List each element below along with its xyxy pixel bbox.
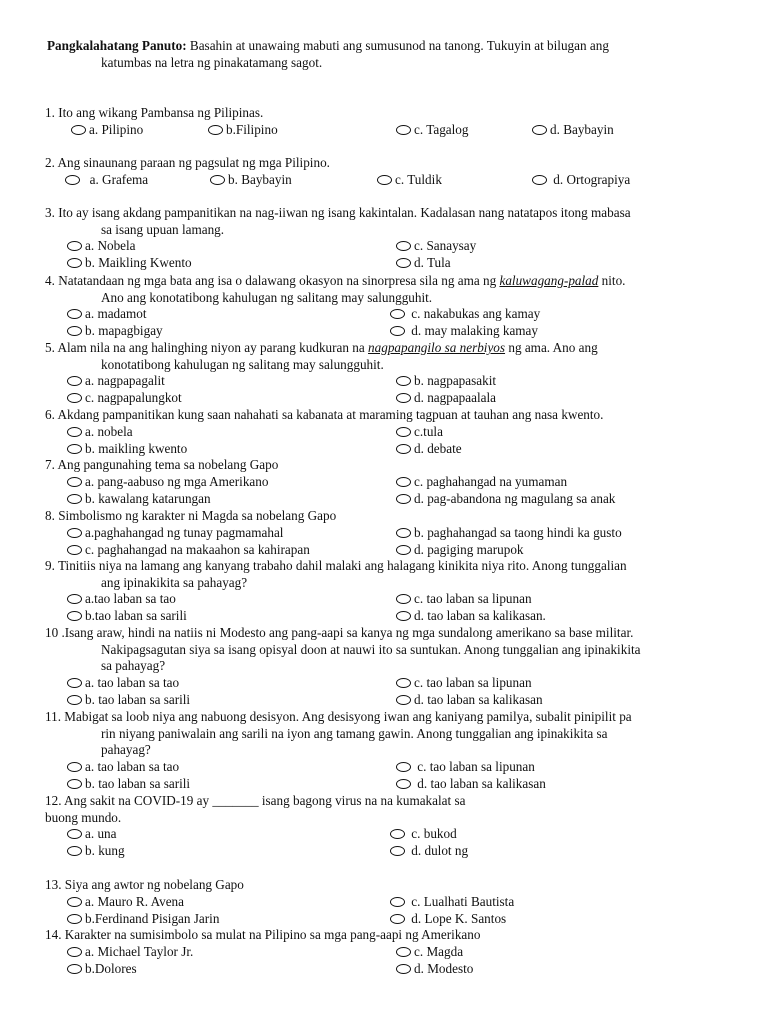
answer-circle-icon[interactable] bbox=[390, 897, 405, 907]
question-stem: 13. Siya ang awtor ng nobelang Gapo bbox=[45, 877, 244, 892]
option-c[interactable]: c. nagpapalungkot bbox=[67, 390, 182, 407]
answer-circle-icon[interactable] bbox=[71, 125, 86, 135]
answer-circle-icon[interactable] bbox=[396, 494, 411, 504]
answer-circle-icon[interactable] bbox=[396, 125, 411, 135]
question-5: 5. Alam nila na ang halinghing niyon ay parang kudkuran na nagpapangilo sa nerbiyos ng ama. Ano ang konotatibong kahulugan ng salitang may salungguhit. a. nagpapagalit c. nagpapalungkot b. nagpapasakit d. nagpapaalala bbox=[45, 340, 741, 407]
answer-circle-icon[interactable] bbox=[396, 241, 411, 251]
option-d[interactable]: d. Lope K. Santos bbox=[390, 911, 506, 928]
question-2 bbox=[45, 155, 741, 190]
question-stem: 11. Mabigat sa loob niya ang nabuong desisyon. Ang desisyong iwan ang kaniyang pamilya, subalit pinipilit pa bbox=[45, 709, 632, 724]
option-b[interactable]: b.tao laban sa sarili bbox=[67, 608, 187, 625]
question-stem-cont: sa isang upuan lamang. bbox=[101, 221, 225, 237]
option-b[interactable]: b. kung bbox=[67, 843, 125, 860]
answer-circle-icon[interactable] bbox=[67, 528, 82, 538]
option-d[interactable]: d. tao laban sa kalikasan bbox=[396, 692, 543, 709]
option-d[interactable]: d. Ortograpiya bbox=[532, 172, 630, 189]
option-d[interactable]: d. debate bbox=[396, 441, 462, 458]
underlined-word: nagpapangilo sa nerbiyos bbox=[368, 340, 506, 355]
question-9 bbox=[45, 558, 741, 625]
instructions-label: Pangkalahatang Panuto: bbox=[47, 38, 187, 53]
answer-circle-icon[interactable] bbox=[210, 175, 225, 185]
instructions-text-cont: katumbas na letra ng pinakatamang sagot. bbox=[101, 54, 323, 70]
option-d[interactable]: d. nagpapaalala bbox=[396, 390, 496, 407]
option-b[interactable]: b.Dolores bbox=[67, 961, 137, 978]
option-c[interactable]: c. paghahangad na makaahon sa kahirapan bbox=[67, 542, 310, 559]
option-a[interactable]: a. tao laban sa tao bbox=[67, 675, 179, 692]
answer-circle-icon[interactable] bbox=[396, 444, 411, 454]
answer-circle-icon[interactable] bbox=[396, 427, 411, 437]
question-8 bbox=[45, 508, 741, 559]
underlined-word: kaluwagang-palad bbox=[499, 273, 599, 288]
answer-circle-icon[interactable] bbox=[67, 309, 82, 319]
question-stem: 4. Natatandaan ng mga bata ang isa o dalawang okasyon na sinorpresa sila ng ama ng bbox=[45, 273, 500, 288]
answer-circle-icon[interactable] bbox=[396, 695, 411, 705]
question-stem-cont: sa pahayag? bbox=[101, 658, 166, 674]
answer-circle-icon[interactable] bbox=[67, 444, 82, 454]
answer-circle-icon[interactable] bbox=[390, 309, 405, 319]
question-stem: 9. Tinitiis niya na lamang ang kanyang trabaho dahil malaki ang halagang kinikita niya rito. Anong tunggalian bbox=[45, 558, 627, 573]
option-d[interactable]: d. Tula bbox=[396, 255, 451, 272]
answer-circle-icon[interactable] bbox=[396, 678, 411, 688]
answer-circle-icon[interactable] bbox=[67, 695, 82, 705]
option-c[interactable]: c. Sanaysay bbox=[396, 238, 476, 255]
option-a[interactable]: a. tao laban sa tao bbox=[67, 759, 179, 776]
option-d[interactable]: d. pagiging marupok bbox=[396, 542, 524, 559]
option-c[interactable]: c. tao laban sa lipunan bbox=[396, 675, 532, 692]
option-d[interactable]: d. may malaking kamay bbox=[390, 323, 538, 340]
answer-circle-icon[interactable] bbox=[67, 545, 82, 555]
question-13 bbox=[45, 877, 741, 928]
question-stem: 3. Ito ay isang akdang pampanitikan na nag-iiwan ng isang kakintalan. Kadalasan nang natatapos itong mabasa bbox=[45, 205, 631, 220]
general-instructions bbox=[47, 38, 740, 71]
question-stem: 6. Akdang pampanitikan kung saan nahahati sa kabanata at maraming tagpuan at tauhan ang nasa kwento. bbox=[45, 407, 604, 422]
question-stem: 14. Karakter na sumisimbolo sa mulat na Pilipino sa mga pang-aapi ng Amerikano bbox=[45, 927, 481, 942]
answer-circle-icon[interactable] bbox=[67, 897, 82, 907]
question-stem: 5. Alam nila na ang halinghing niyon ay parang kudkuran na bbox=[45, 340, 369, 355]
question-stem: 7. Ang pangunahing tema sa nobelang Gapo bbox=[45, 457, 279, 472]
option-c[interactable]: c. Magda bbox=[396, 944, 463, 961]
option-b[interactable]: b.Ferdinand Pisigan Jarin bbox=[67, 911, 219, 928]
option-b[interactable]: b. maikling kwento bbox=[67, 441, 187, 458]
option-a[interactable]: a. nagpapagalit bbox=[67, 373, 165, 390]
answer-circle-icon[interactable] bbox=[67, 494, 82, 504]
option-d[interactable]: d. tao laban sa kalikasan. bbox=[396, 608, 546, 625]
answer-circle-icon[interactable] bbox=[390, 326, 405, 336]
answer-circle-icon[interactable] bbox=[396, 611, 411, 621]
answer-circle-icon[interactable] bbox=[65, 175, 80, 185]
option-d[interactable]: d. dulot ng bbox=[390, 843, 468, 860]
option-d[interactable]: d. Modesto bbox=[396, 961, 473, 978]
option-a[interactable]: a. pang-aabuso ng mga Amerikano bbox=[67, 474, 268, 491]
option-a[interactable]: a. Mauro R. Avena bbox=[67, 894, 184, 911]
answer-circle-icon[interactable] bbox=[390, 846, 405, 856]
answer-circle-icon[interactable] bbox=[67, 477, 82, 487]
answer-circle-icon[interactable] bbox=[390, 829, 405, 839]
option-b[interactable]: b. nagpapasakit bbox=[396, 373, 496, 390]
option-b[interactable]: b. Baybayin bbox=[210, 172, 292, 189]
option-a[interactable]: a. Nobela bbox=[67, 238, 136, 255]
option-d[interactable]: d. pag-abandona ng magulang sa anak bbox=[396, 491, 615, 508]
answer-circle-icon[interactable] bbox=[67, 258, 82, 268]
answer-circle-icon[interactable] bbox=[532, 175, 547, 185]
answer-circle-icon[interactable] bbox=[396, 393, 411, 403]
answer-circle-icon[interactable] bbox=[396, 594, 411, 604]
answer-circle-icon[interactable] bbox=[67, 326, 82, 336]
answer-circle-icon[interactable] bbox=[67, 846, 82, 856]
question-stem: 12. Ang sakit na COVID-19 ay _______ isang bagong virus na na kumakalat sa bbox=[45, 793, 466, 808]
answer-circle-icon[interactable] bbox=[208, 125, 223, 135]
option-a[interactable]: a.paghahangad ng tunay pagmamahal bbox=[67, 525, 283, 542]
option-c[interactable]: c. nakabukas ang kamay bbox=[390, 306, 540, 323]
question-stem: 10 .Isang araw, hindi na natiis ni Modesto ang pang-aapi sa kanya ng mga sundalong amerikano sa base militar. bbox=[45, 625, 634, 640]
question-6 bbox=[45, 407, 741, 458]
answer-circle-icon[interactable] bbox=[67, 914, 82, 924]
option-a[interactable]: a.tao laban sa tao bbox=[67, 591, 176, 608]
option-b[interactable]: b. mapagbigay bbox=[67, 323, 163, 340]
answer-circle-icon[interactable] bbox=[396, 477, 411, 487]
answer-circle-icon[interactable] bbox=[67, 964, 82, 974]
answer-circle-icon[interactable] bbox=[396, 762, 411, 772]
option-c[interactable]: c. tao laban sa lipunan bbox=[396, 591, 532, 608]
question-4: 4. Natatandaan ng mga bata ang isa o dalawang okasyon na sinorpresa sila ng ama ng kaluwagang-palad nito. Ano ang konotatibong kahulugan ng salitang may salungguhit. a. madamot b. mapagbigay c. nakabukas ang kamay d. may malaking kamay bbox=[45, 273, 741, 340]
question-stem-cont: buong mundo. bbox=[45, 809, 122, 825]
answer-circle-icon[interactable] bbox=[67, 594, 82, 604]
option-c[interactable]: c. Tagalog bbox=[396, 122, 469, 139]
option-a[interactable]: a. Michael Taylor Jr. bbox=[67, 944, 193, 961]
option-a[interactable]: a. madamot bbox=[67, 306, 147, 323]
answer-circle-icon[interactable] bbox=[396, 258, 411, 268]
option-b[interactable]: b.Filipino bbox=[208, 122, 278, 139]
answer-circle-icon[interactable] bbox=[67, 376, 82, 386]
question-stem-cont: Ano ang konotatibong kahulugan ng salitang may salungguhit. bbox=[101, 289, 433, 305]
answer-circle-icon[interactable] bbox=[67, 611, 82, 621]
option-c[interactable]: c. Tuldik bbox=[377, 172, 442, 189]
option-a[interactable]: a. Grafema bbox=[65, 172, 148, 189]
option-b[interactable]: b. Maikling Kwento bbox=[67, 255, 192, 272]
instructions-text: Basahin at unawaing mabuti ang sumusunod na tanong. Tukuyin at bilugan ang bbox=[189, 38, 609, 53]
question-11 bbox=[45, 709, 741, 793]
answer-circle-icon[interactable] bbox=[396, 964, 411, 974]
answer-circle-icon[interactable] bbox=[67, 779, 82, 789]
answer-circle-icon[interactable] bbox=[390, 914, 405, 924]
answer-circle-icon[interactable] bbox=[396, 545, 411, 555]
question-stem-cont: pahayag? bbox=[101, 742, 151, 758]
option-a[interactable]: a. una bbox=[67, 826, 117, 843]
option-b[interactable]: b. tao laban sa sarili bbox=[67, 776, 190, 793]
answer-circle-icon[interactable] bbox=[67, 947, 82, 957]
option-d[interactable]: d. tao laban sa kalikasan bbox=[396, 776, 546, 793]
question-14 bbox=[45, 927, 741, 978]
option-c[interactable]: c. paghahangad na yumaman bbox=[396, 474, 567, 491]
option-a[interactable]: a. nobela bbox=[67, 424, 133, 441]
answer-circle-icon[interactable] bbox=[532, 125, 547, 135]
question-stem-cont: konotatibong kahulugan ng salitang may salungguhit. bbox=[101, 356, 384, 372]
answer-circle-icon[interactable] bbox=[67, 241, 82, 251]
answer-circle-icon[interactable] bbox=[396, 528, 411, 538]
option-c[interactable]: c.tula bbox=[396, 424, 443, 441]
question-7 bbox=[45, 457, 741, 508]
question-stem-cont: ang ipinakikita sa pahayag? bbox=[101, 574, 248, 590]
option-a[interactable]: a. Pilipino bbox=[71, 122, 143, 139]
question-10 bbox=[45, 625, 741, 709]
question-1 bbox=[45, 105, 741, 140]
answer-circle-icon[interactable] bbox=[67, 829, 82, 839]
option-d[interactable]: d. Baybayin bbox=[532, 122, 614, 139]
answer-circle-icon[interactable] bbox=[67, 393, 82, 403]
question-12 bbox=[45, 793, 741, 860]
option-b[interactable]: b. paghahangad sa taong hindi ka gusto bbox=[396, 525, 622, 542]
option-c[interactable]: c. bukod bbox=[390, 826, 457, 843]
answer-circle-icon[interactable] bbox=[67, 427, 82, 437]
option-b[interactable]: b. kawalang katarungan bbox=[67, 491, 211, 508]
question-stem: 1. Ito ang wikang Pambansa ng Pilipinas. bbox=[45, 105, 264, 120]
question-stem: 2. Ang sinaunang paraan ng pagsulat ng mga Pilipino. bbox=[45, 155, 330, 170]
answer-circle-icon[interactable] bbox=[396, 376, 411, 386]
answer-circle-icon[interactable] bbox=[396, 947, 411, 957]
answer-circle-icon[interactable] bbox=[67, 678, 82, 688]
question-stem-cont: rin niyang paniwalain ang sarili na iyon ang tamang gawin. Anong tunggalian ang ipinakikita sa bbox=[101, 725, 608, 741]
answer-circle-icon[interactable] bbox=[377, 175, 392, 185]
option-b[interactable]: b. tao laban sa sarili bbox=[67, 692, 190, 709]
option-c[interactable]: c. Lualhati Bautista bbox=[390, 894, 514, 911]
question-stem: 8. Simbolismo ng karakter ni Magda sa nobelang Gapo bbox=[45, 508, 337, 523]
answer-circle-icon[interactable] bbox=[67, 762, 82, 772]
question-3 bbox=[45, 205, 741, 272]
option-c[interactable]: c. tao laban sa lipunan bbox=[396, 759, 535, 776]
question-stem-cont: Nakipagsagutan siya sa isang opisyal doon at nauwi ito sa suntukan. Anong tunggalian ang ipinakikita bbox=[101, 641, 641, 657]
answer-circle-icon[interactable] bbox=[396, 779, 411, 789]
